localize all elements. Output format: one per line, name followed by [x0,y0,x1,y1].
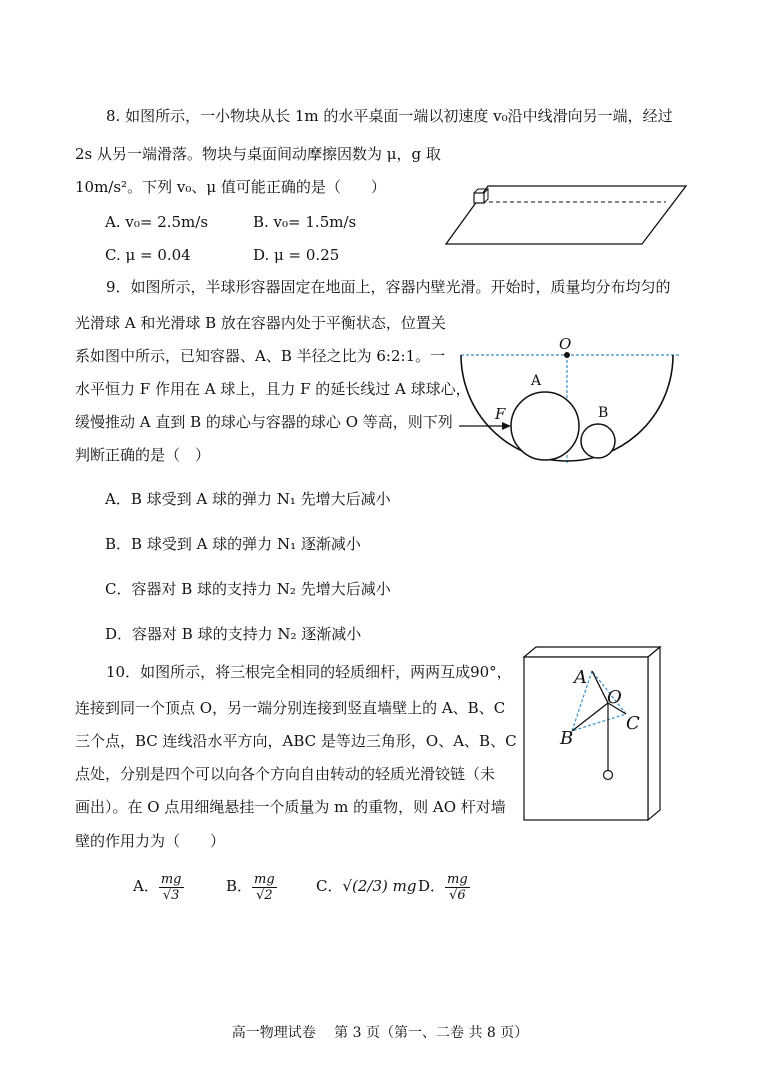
q10-line-4: 点处，分别是四个可以向各个方向自由转动的轻质光滑铰链（未 [75,765,496,783]
option-b-denominator: √2 [256,887,273,903]
q9-option-c: C．容器对 B 球的支持力 N₂ 先增大后减小 [105,580,391,598]
q9-line-3: 系如图中所示，已知容器、A、B 半径之比为 6:2:1。一 [75,347,446,365]
q10-line-5: 画出）。在 O 点用细绳悬挂一个质量为 m 的重物，则 AO 杆对墙 [75,798,506,816]
wall-top-face [524,647,660,657]
q8-option-c: C. μ = 0.04 [105,246,191,264]
option-d-label: D． [418,877,446,895]
option-c-expression: √(2/3) mg [342,877,417,895]
page-footer: 高一物理试卷 第 3 页（第一、二卷 共 8 页） [231,1025,529,1041]
q10-option-a [133,868,184,904]
option-a-label: A． [133,877,159,895]
q9-line-5: 缓慢推动 A 直到 B 的球心与容器的球心 O 等高，则下列 [75,413,453,431]
q10-option-b [226,868,277,904]
q9-container-figure [455,335,685,465]
q8-line-1: 8. 如图所示，一小物块从长 1m 的水平桌面一端以初速度 v₀沿中线滑向另一端，经过 [106,107,673,125]
option-a-denominator: √3 [162,887,180,903]
q8-table-figure [440,180,690,250]
q9-option-b: B．B 球受到 A 球的弹力 N₁ 逐渐减小 [105,535,361,553]
q10-option-d [418,868,470,904]
q8-line-2: 2s 从另一端滑落。物块与桌面间动摩擦因数为 μ，g 取 [75,145,441,163]
q10-line-2: 连接到同一个顶点 O，另一端分别连接到竖直墙壁上的 A、B、C [75,699,506,717]
q10-option-c [316,868,416,904]
q8-line-3: 10m/s²。下列 v₀、μ 值可能正确的是（ ） [75,178,386,196]
label-o: O [607,687,622,708]
option-d-fraction [445,872,470,903]
ball-a [511,392,579,460]
q9-line-1: 9．如图所示，半球形容器固定在地面上，容器内壁光滑。开始时，质量均分布均匀的 [106,278,671,296]
q9-line-2: 光滑球 A 和光滑球 B 放在容器内处于平衡状态，位置关 [75,314,446,332]
label-b: B [560,728,574,749]
q10-wall-figure [520,645,665,825]
label-a: A [531,373,542,389]
q8-option-d: D. μ = 0.25 [253,246,340,264]
block-icon [474,193,484,203]
q9-option-d: D．容器对 B 球的支持力 N₂ 逐渐减小 [105,625,362,643]
q8-option-a: A. v₀= 2.5m/s [105,213,209,231]
option-d-numerator: mg [447,871,468,887]
q10-line-1: 10．如图所示，将三根完全相同的轻质细杆，两两互成90°， [106,663,512,681]
ball-b [581,424,615,458]
label-c: C [626,713,640,734]
label-o: O [559,335,572,353]
option-b-fraction [252,872,277,903]
q10-line-3: 三个点，BC 连线沿水平方向，ABC 是等边三角形，O、A、B、C [75,732,517,750]
option-b-label: B． [226,877,253,895]
q10-line-6: 壁的作用力为（ ） [75,832,226,850]
option-c-label: C． [316,877,343,895]
option-a-fraction [159,872,184,903]
option-a-numerator: mg [160,871,182,887]
option-d-denominator: √6 [449,887,466,903]
weight [604,771,613,780]
q9-line-6: 判断正确的是（ ） [75,446,211,464]
label-a: A [574,667,587,688]
label-b: B [598,405,609,421]
wall-side-face [648,647,660,820]
label-f: F [495,405,506,423]
q9-option-a: A．B 球受到 A 球的弹力 N₁ 先增大后减小 [105,490,391,508]
q8-option-b: B. v₀= 1.5m/s [253,213,357,231]
q9-line-4: 水平恒力 F 作用在 A 球上，且力 F 的延长线过 A 球球心， [75,380,471,398]
option-b-numerator: mg [254,871,275,887]
